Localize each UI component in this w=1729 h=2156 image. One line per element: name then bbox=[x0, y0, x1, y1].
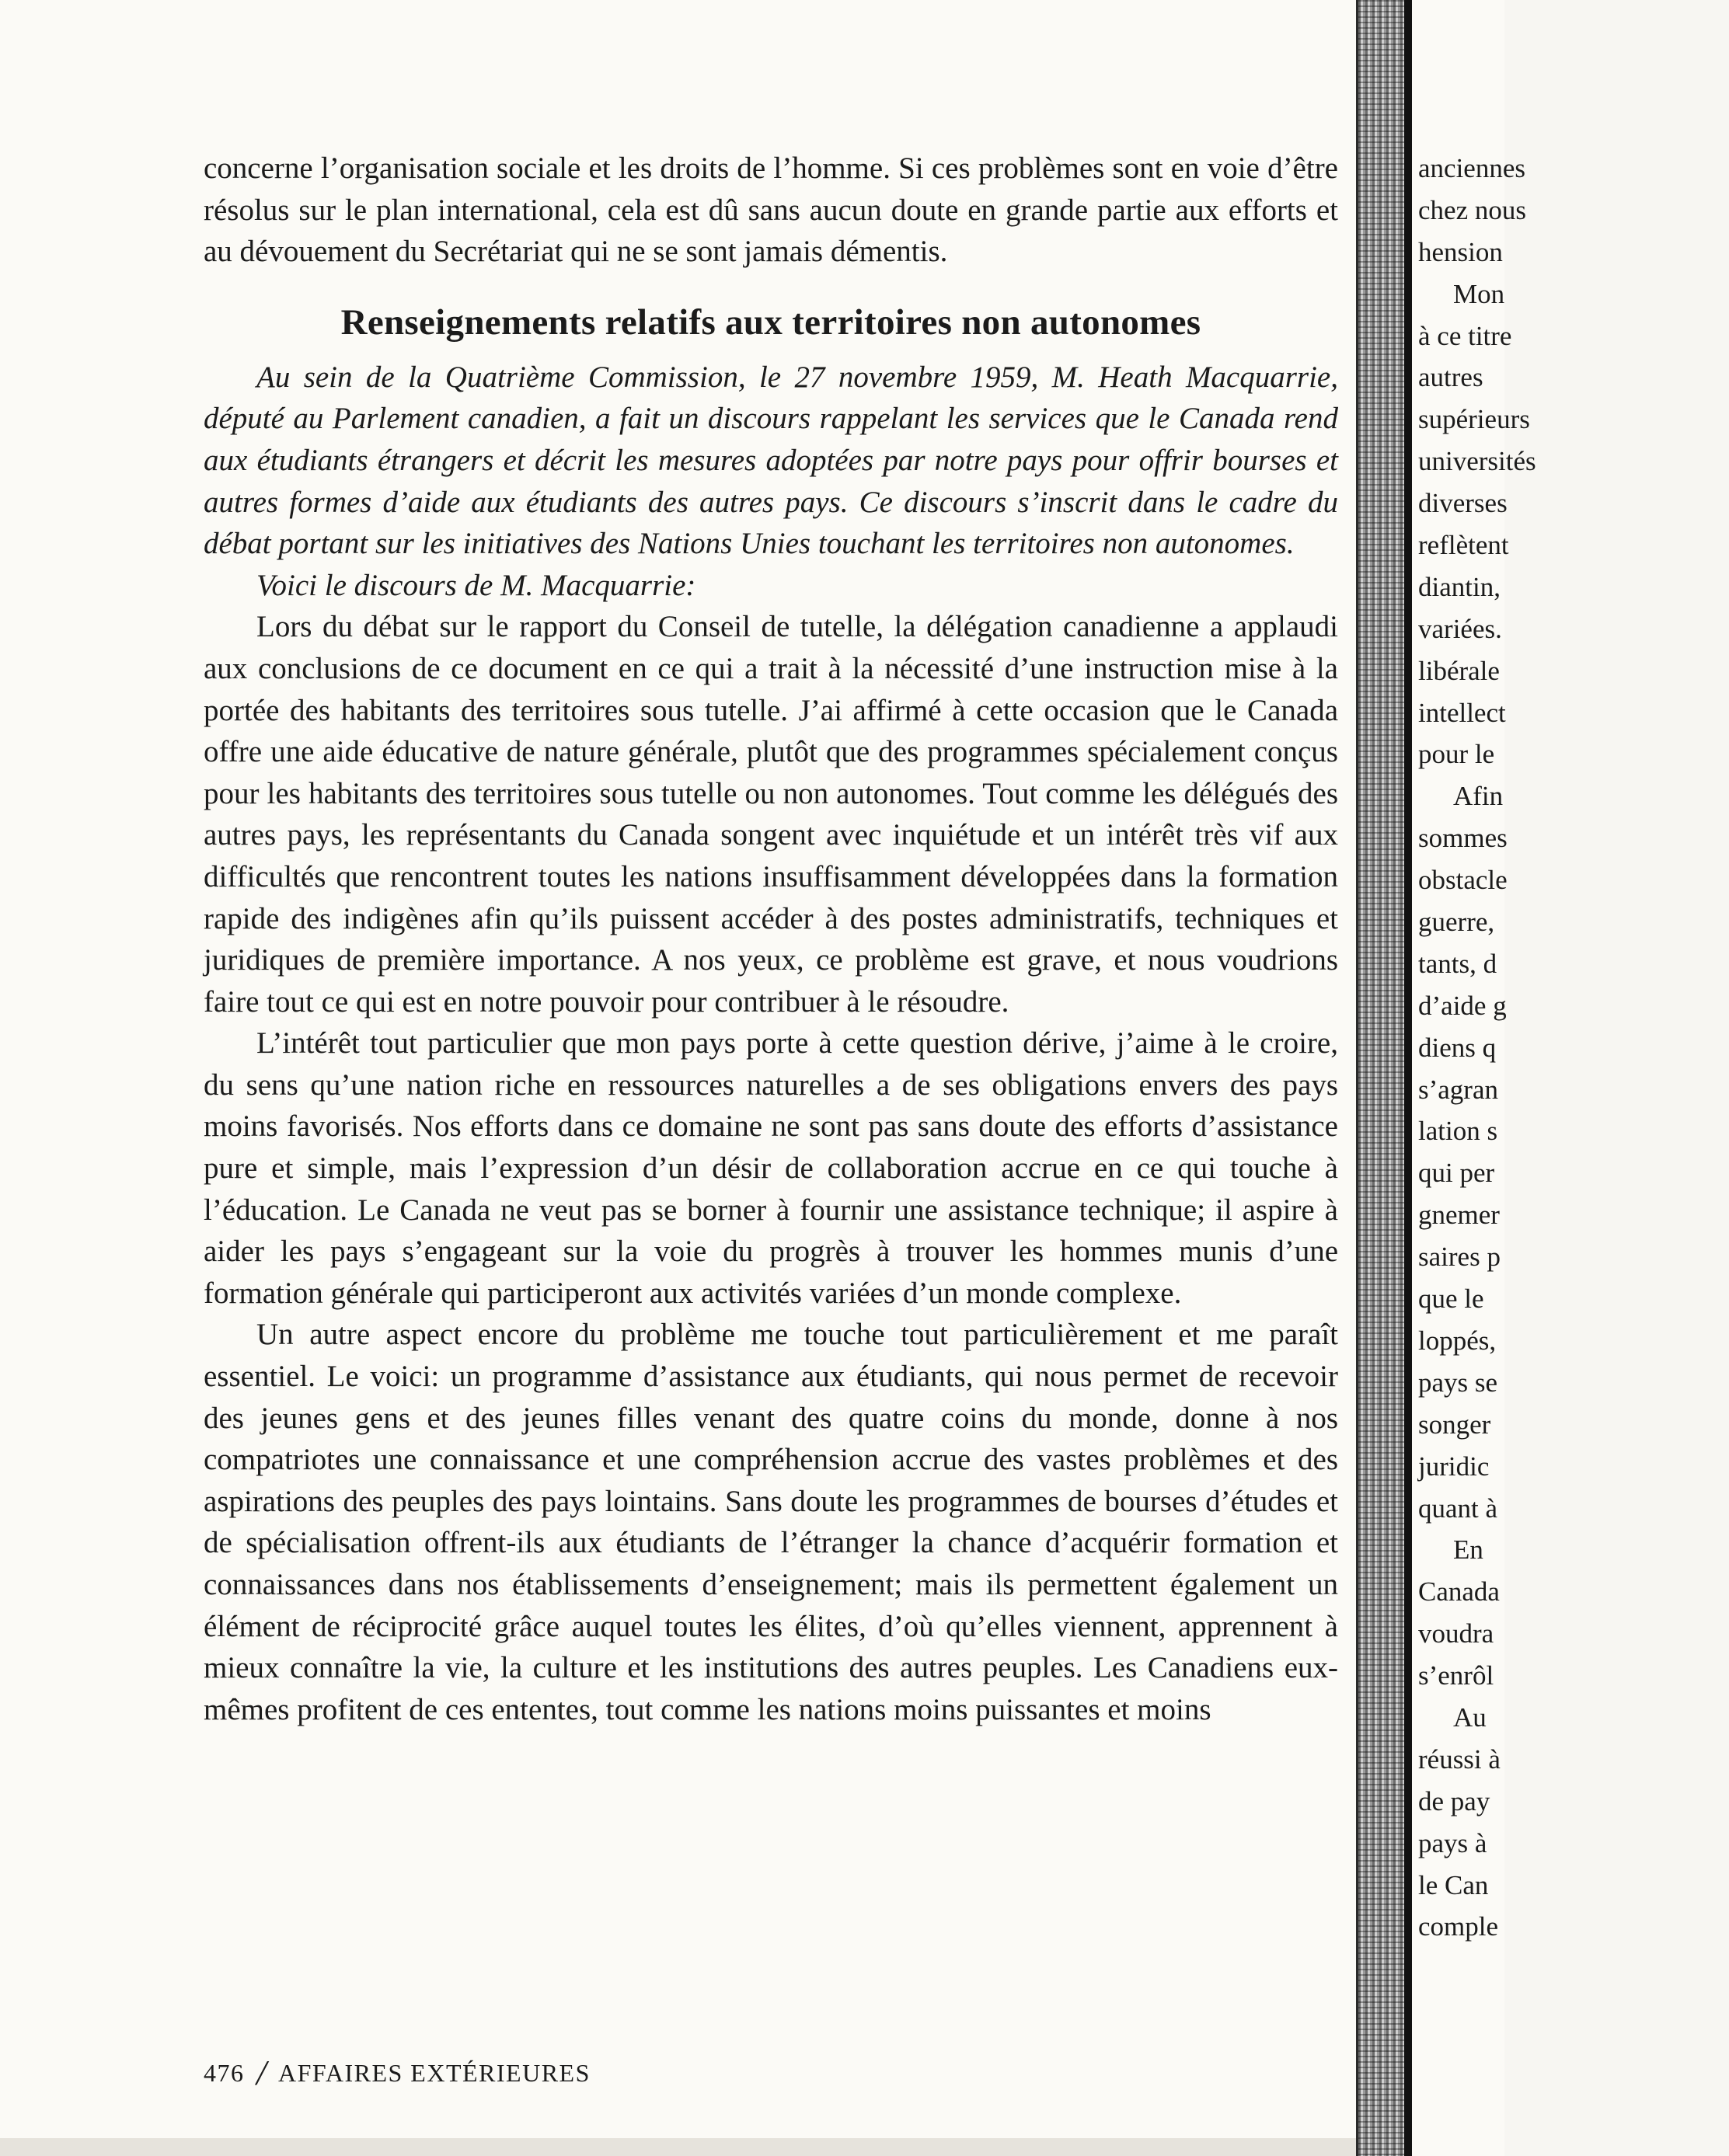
facing-page-line: universités bbox=[1418, 446, 1536, 477]
main-text-column bbox=[204, 148, 1338, 1730]
facing-page-line: sommes bbox=[1418, 823, 1508, 854]
facing-page-line: Mon bbox=[1453, 278, 1505, 309]
facing-page-line: diverses bbox=[1418, 488, 1508, 519]
facing-page-line: s’agran bbox=[1418, 1074, 1499, 1105]
facing-page bbox=[1412, 0, 1536, 2156]
page-bottom-edge bbox=[0, 2138, 1356, 2156]
facing-page-line: gnemer bbox=[1418, 1200, 1500, 1231]
facing-page-line: songer bbox=[1418, 1409, 1491, 1440]
facing-page-line: d’aide g bbox=[1418, 990, 1507, 1021]
body-paragraph: Lors du débat sur le rapport du Conseil de tutelle, la délégation canadienne a applaudi aux conclusions de ce document en ce qui a trait à la nécessité d’une instruction mise à la portée des habitants des territoires sous tutelle. J’ai affirmé à cette occasion que le Canada offre une aide éducative de nature générale, plutôt que des programmes spécialement conçus pour les habitants des territoires sous tutelle ou non autonomes. Tout comme les délégués des autres pays, les représentants du Canada songent avec inquiétude et un intérêt très vif aux difficultés que rencontrent toutes les nations insuffisamment développées dans la formation rapide des indigènes afin qu’ils puissent accéder à des postes administratifs, techniques et juridiques de première importance. A nos yeux, ce problème est grave, et nous voudrions faire tout ce qui est en notre pouvoir pour contribuer à le résoudre. bbox=[204, 610, 1338, 1019]
facing-page-line: En bbox=[1453, 1534, 1483, 1566]
facing-page-line: supérieurs bbox=[1418, 404, 1530, 435]
facing-page-line: Au bbox=[1453, 1701, 1487, 1733]
facing-page-line: anciennes bbox=[1418, 153, 1525, 183]
facing-page-line: variées. bbox=[1418, 613, 1502, 644]
publication-name: AFFAIRES EXTÉRIEURES bbox=[278, 2059, 591, 2087]
facing-page-line: s’enrôl bbox=[1418, 1660, 1494, 1691]
intro-lead-in: Voici le discours de M. Macquarrie: bbox=[256, 568, 696, 602]
facing-page-line: de pay bbox=[1418, 1785, 1490, 1816]
facing-page-line: reflètent bbox=[1418, 530, 1509, 561]
page-footer bbox=[204, 2049, 591, 2090]
facing-page-line: tants, d bbox=[1418, 948, 1497, 979]
facing-page-line: pays à bbox=[1418, 1827, 1487, 1858]
facing-page-line: que le bbox=[1418, 1283, 1484, 1315]
footer-separator: / bbox=[256, 2053, 268, 2092]
facing-page-line: diens q bbox=[1418, 1032, 1497, 1063]
book-binding-gutter bbox=[1356, 0, 1407, 2156]
facing-page-line: comple bbox=[1418, 1911, 1499, 1942]
facing-page-line: lation s bbox=[1418, 1116, 1498, 1147]
facing-page-line: qui per bbox=[1418, 1158, 1495, 1189]
section-heading: Renseignements relatifs aux territoires non autonomes bbox=[340, 301, 1201, 343]
facing-page-line: autres bbox=[1418, 362, 1483, 393]
facing-page-line: intellect bbox=[1418, 697, 1506, 728]
facing-page-line: quant à bbox=[1418, 1492, 1498, 1524]
facing-page-line: hension bbox=[1418, 236, 1503, 267]
facing-page-line: saires p bbox=[1418, 1242, 1501, 1273]
body-paragraph: Un autre aspect encore du problème me touche tout particulièrement et me paraît essentiel. Le voici: un programme d’assistance aux étudiants, qui nous permet de recevoir des jeunes gens et des jeunes filles venant des quatre coins du monde, donne à nos compatriotes une connaissance et une compréhension accrue des vastes problèmes et des aspirations des peuples des pays lointains. Sans doute les programmes de bourses d’études et de spécialisation offrent-ils aux étudiants de l’étranger la chance d’acquérir formation et connaissances dans nos établissements d’enseignement; mais ils permettent également un élément de réciprocité grâce auquel toutes les élites, d’où qu’elles viennent, apprennent à mieux connaître la vie, la culture et les institutions des autres peuples. Les Canadiens eux-mêmes profitent de ces ententes, tout comme les nations moins puissantes et moins bbox=[204, 1318, 1338, 1726]
facing-page-line: à ce titre bbox=[1418, 320, 1512, 351]
facing-page-line: Afin bbox=[1453, 781, 1504, 812]
facing-page-line: le Can bbox=[1418, 1869, 1489, 1900]
gutter-shadow bbox=[1404, 0, 1412, 2156]
page-number: 476 bbox=[204, 2059, 245, 2087]
facing-page-text bbox=[1418, 148, 1729, 1948]
facing-page-line: pays se bbox=[1418, 1367, 1498, 1398]
opening-paragraph: concerne l’organisation sociale et les droits de l’homme. Si ces problèmes sont en voie d’être résolus sur le plan international, cela est dû sans aucun doute en grande partie aux efforts et au dévouement du Secrétariat qui ne se sont jamais démentis. bbox=[204, 152, 1338, 269]
facing-page-line: réussi à bbox=[1418, 1743, 1501, 1775]
facing-page-line: diantin, bbox=[1418, 571, 1501, 602]
intro-paragraph: Au sein de la Quatrième Commission, le 27 novembre 1959, M. Heath Macquarrie, député au Parlement canadien, a fait un discours rappelant les services que le Canada rend aux étudiants étrangers et décrit les mesures adoptées par notre pays pour offrir bourses et autres formes d’aide aux étudiants des autres pays. Ce discours s’inscrit dans le cadre du débat portant sur les initiatives des Nations Unies touchant les territoires non autonomes. bbox=[204, 360, 1338, 561]
facing-page-line: voudra bbox=[1418, 1618, 1494, 1649]
body-paragraph: L’intérêt tout particulier que mon pays porte à cette question dérive, j’aime à le croire, du sens qu’une nation riche en ressources naturelles a de ses obligations envers des pays moins favorisés. Nos efforts dans ce domaine ne sont pas sans doute des efforts d’assistance pure et simple, mais l’expression d’un désir de collaboration accrue en ce qui touche à l’éducation. Le Canada ne veut pas se borner à fournir une assistance technique; il aspire à aider les pays s’engageant sur la voie du progrès à trouver les hommes munis d’une formation générale qui participeront aux activités variées d’un monde complexe. bbox=[204, 1026, 1338, 1310]
facing-page-line: libérale bbox=[1418, 655, 1500, 686]
facing-page-line: juridic bbox=[1418, 1451, 1490, 1482]
facing-page-line: pour le bbox=[1418, 739, 1495, 770]
facing-page-line: chez nous bbox=[1418, 194, 1526, 225]
facing-page-line: guerre, bbox=[1418, 907, 1495, 938]
facing-page-line: loppés, bbox=[1418, 1325, 1497, 1356]
facing-page-line: obstacle bbox=[1418, 865, 1508, 896]
facing-page-line: Canada bbox=[1418, 1576, 1500, 1607]
